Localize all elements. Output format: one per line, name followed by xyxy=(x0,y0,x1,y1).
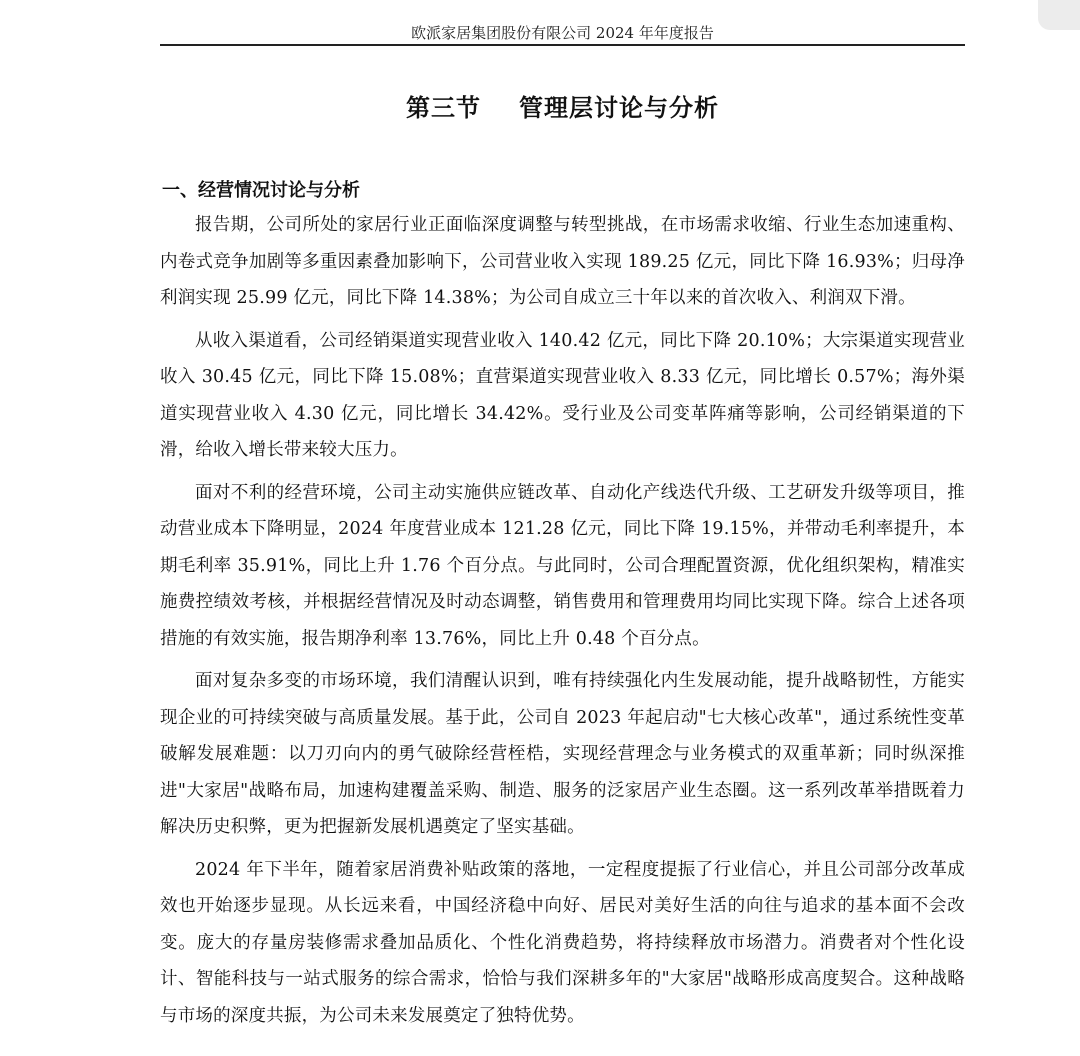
paragraph-cost-reduction: 面对不利的经营环境，公司主动实施供应链改革、自动化产线迭代升级、工艺研发升级等项目，推动营业成本下降明显，2024 年度营业成本 121.28 亿元，同比下降 19.15%，并带动毛利率提升，本期毛利率 35.91%，同比上升 1.76 个百分点。与此同时，公司合理配置资源，优化组织架构，精准实施费控绩效考核，并根据经营情况及时动态调整，销售费用和管理费用均同比实现下降。综合上述各项措施的有效实施，报告期净利率 13.76%，同比上升 0.48 个百分点。 xyxy=(160,482,965,649)
subsection-title: 一、经营情况讨论与分析 xyxy=(162,180,360,201)
paragraph-outlook: 2024 年下半年，随着家居消费补贴政策的落地，一定程度提振了行业信心，并且公司部分改革成效也开始逐步显现。从长远来看，中国经济稳中向好、居民对美好生活的向往与追求的基本面不会改变。庞大的存量房装修需求叠加品质化、个性化消费趋势，将持续释放市场潜力。消费者对个性化设计、智能科技与一站式服务的综合需求，恰恰与我们深耕多年的"大家居"战略形成高度契合。这种战略与市场的深度共振，为公司未来发展奠定了独特优势。 xyxy=(160,859,965,1026)
paragraph-core-reforms: 面对复杂多变的市场环境，我们清醒认识到，唯有持续强化内生发展动能，提升战略韧性，方能实现企业的可持续突破与高质量发展。基于此，公司自 2023 年起启动"七大核心改革"，通过系统性变革破解发展难题：以刀刃向内的勇气破除经营桎梏，实现经营理念与业务模式的双重革新；同时纵深推进"大家居"战略布局，加速构建覆盖采购、制造、服务的泛家居产业生态圈。这一系列改革举措既着力解决历史积弊，更为把握新发展机遇奠定了坚实基础。 xyxy=(160,671,965,837)
paragraph-channel-revenue: 从收入渠道看，公司经销渠道实现营业收入 140.42 亿元，同比下降 20.10%；大宗渠道实现营业收入 30.45 亿元，同比下降 15.08%；直营渠道实现营业收入 8.33 亿元，同比增长 0.57%；海外渠道实现营业收入 4.30 亿元，同比增长 34.42%。受行业及公司变革阵痛等影响，公司经销渠道的下滑，给收入增长带来较大压力。 xyxy=(160,330,965,460)
section-title xyxy=(160,88,965,123)
paragraph-revenue-overview: 报告期，公司所处的家居行业正面临深度调整与转型挑战，在市场需求收缩、行业生态加速重构、内卷式竞争加剧等多重因素叠加影响下，公司营业收入实现 189.25 亿元，同比下降 16.93%；归母净利润实现 25.99 亿元，同比下降 14.38%；为公司自成立三十年以来的首次收入、利润双下滑。 xyxy=(160,215,965,308)
section-number: 第三节 xyxy=(406,94,481,122)
running-header: 欧派家居集团股份有限公司 2024 年年度报告 xyxy=(160,0,965,46)
corner-tab xyxy=(1038,0,1080,30)
section-name: 管理层讨论与分析 xyxy=(519,94,719,122)
body-text xyxy=(160,207,965,1034)
report-page xyxy=(160,0,965,1040)
